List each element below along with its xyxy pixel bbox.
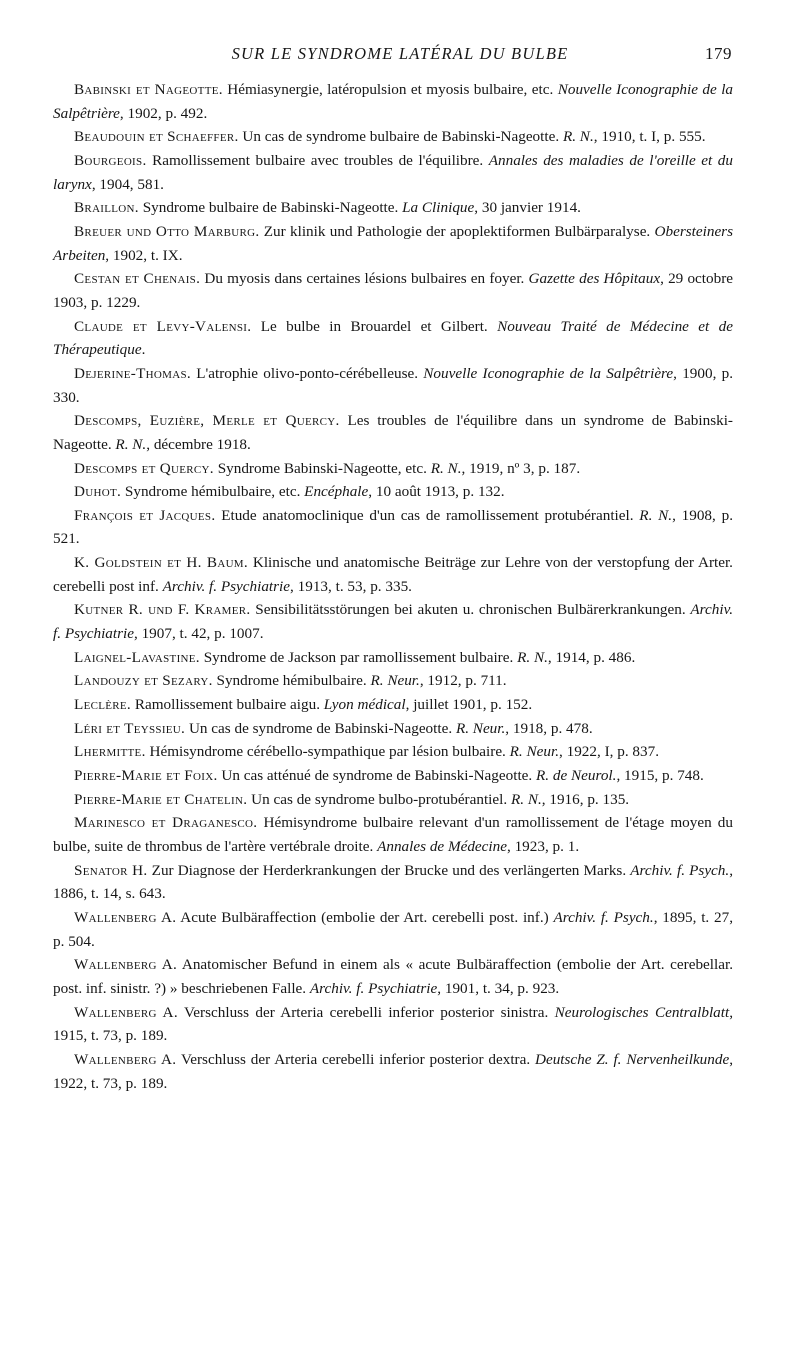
entry-details: , 1922, I, p. 837.	[559, 743, 659, 761]
entry-source: Encéphale	[304, 483, 369, 501]
bibliography-entry	[53, 598, 733, 645]
bibliography-entry	[53, 646, 733, 670]
entry-authors: Lhermitte.	[74, 743, 146, 761]
entry-title: Acute Bulbäraffection (embolie der Art. cerebelli post. inf.)	[176, 908, 554, 926]
entry-source: R. N.	[639, 506, 673, 524]
entry-authors: Marinesco et Draganesco.	[74, 814, 258, 832]
entry-source: Archiv. f. Psychiatrie	[162, 577, 291, 595]
entry-title: Un cas atténué de syndrome de Babinski-Nageotte.	[217, 767, 536, 785]
entry-details: , juillet 1901, p. 152.	[405, 696, 533, 714]
bibliography-entry	[53, 315, 733, 362]
bibliography-entry	[53, 740, 733, 764]
entry-details: , 1907, t. 42, p. 1007.	[133, 625, 264, 643]
entry-source: Obersteiners Arbeiten	[53, 222, 734, 264]
bibliography-entry	[53, 196, 733, 220]
entry-source: R. N.	[430, 459, 462, 477]
entry-authors: Beaudouin et Schaeffer.	[74, 128, 239, 146]
entry-title: Verschluss der Arteria cerebelli inferior posterior sinistra.	[177, 1003, 555, 1021]
bibliography-entry	[53, 693, 733, 717]
entry-title: Zur Diagnose der Herderkrankungen der Brucke und des verlängerten Marks.	[147, 861, 631, 879]
entry-authors: Bourgeois.	[74, 151, 147, 169]
entry-source: R. N.	[115, 435, 147, 453]
entry-source: Archiv. f. Psychiatrie	[309, 979, 438, 997]
entry-authors: Dejerine-Thomas.	[74, 364, 192, 382]
bibliography-entry	[53, 953, 733, 1000]
entry-authors: Claude et Levy-Valensi.	[74, 317, 252, 335]
entry-details: , 1886, t. 14, s. 643.	[53, 861, 733, 903]
entry-details: , 1922, t. 73, p. 189.	[53, 1050, 734, 1092]
entry-source: R. Neur.	[455, 719, 506, 737]
entry-authors: Wallenberg A.	[74, 1003, 178, 1021]
entry-details: , 1908, p. 521.	[53, 506, 733, 548]
bibliography-entry	[53, 669, 733, 693]
bibliography-entry	[53, 1048, 733, 1095]
entry-source: Lyon médical	[323, 696, 406, 714]
entry-title: Hémisyndrome bulbaire relevant d'un ramollissement de l'étage moyen du bulbe, suite de thrombus de l'artère vertébrale droite.	[53, 814, 733, 855]
entry-details: , 1902, p. 492.	[119, 104, 208, 122]
entry-title: Ramollissement bulbaire avec troubles de l'équilibre.	[146, 151, 489, 169]
entry-title: Sensibilitätsstörungen bei akuten u. chronischen Bulbärerkrankungen.	[250, 601, 691, 619]
entry-title: Du myosis dans certaines lésions bulbaires en foyer.	[200, 270, 529, 288]
entry-title: Zur klinik und Pathologie der apoplektiformen Bulbärparalyse.	[259, 222, 655, 240]
entry-title: Un cas de syndrome bulbo-protubérantiel.	[247, 790, 511, 808]
entry-authors: Léri et Teyssieu.	[74, 719, 186, 737]
entry-authors: Duhot.	[74, 483, 122, 501]
entry-details: , 1919, nº 3, p. 187.	[461, 459, 581, 477]
entry-title: Le bulbe in Brouardel et Gilbert.	[251, 317, 498, 335]
bibliography-entry	[53, 788, 733, 812]
bibliography-entry	[53, 409, 733, 456]
entry-source: Neurologisches Centralblatt	[554, 1003, 730, 1021]
entry-source: Nouvelle Iconographie de la Salpêtrière	[53, 81, 734, 122]
entry-details: , 1895, t. 27, p. 504.	[53, 908, 733, 950]
entry-details: , 1910, t. I, p. 555.	[593, 128, 706, 146]
entry-source: Archiv. f. Psychiatrie	[53, 601, 733, 643]
entry-source: R. N.	[562, 128, 594, 146]
entry-details: , 29 octobre 1903, p. 1229.	[53, 270, 733, 311]
entry-source: Annales de Médecine	[377, 838, 507, 855]
entry-source: Nouvelle Iconographie de la Salpêtrière	[423, 364, 674, 382]
entry-title: Syndrome bulbaire de Babinski-Nageotte.	[138, 199, 403, 217]
entry-authors: Descomps, Euzière, Merle et Quercy.	[74, 412, 340, 430]
entry-details: , 1918, p. 478.	[505, 719, 593, 737]
bibliography-entry	[53, 480, 733, 504]
entry-details: , 1923, p. 1.	[506, 838, 580, 855]
bibliography-entry	[53, 78, 733, 125]
entry-title: Syndrome de Jackson par ramollissement bulbaire.	[199, 648, 518, 666]
entry-title: Hémiasynergie, latéropulsion et myosis bulbaire, etc.	[222, 81, 558, 98]
bibliography-entry	[53, 149, 733, 196]
entry-authors: Pierre-Marie et Foix.	[74, 767, 218, 785]
entry-title: Hémisyndrome cérébello-sympathique par lésion bulbaire.	[145, 743, 510, 761]
entry-details: , 1915, t. 73, p. 189.	[53, 1003, 733, 1045]
entry-authors: Wallenberg A.	[74, 956, 178, 974]
entry-title: Etude anatomoclinique d'un cas de ramollissement protubérantiel.	[215, 506, 640, 524]
bibliography-entry	[53, 362, 733, 409]
entry-source: La Clinique	[402, 199, 475, 217]
entry-authors: Wallenberg A.	[74, 1050, 177, 1068]
entry-details: , 1902, t. IX.	[105, 246, 183, 264]
entry-details: , décembre 1918.	[146, 435, 251, 453]
entry-source: R. N.	[510, 790, 542, 808]
running-title: SUR LE SYNDROME LATÉRAL DU BULBE	[231, 44, 569, 63]
entry-authors: Kutner R. und F. Kramer.	[74, 601, 251, 619]
entry-details: , 1916, p. 135.	[541, 790, 630, 808]
entry-title: L'atrophie olivo-ponto-cérébelleuse.	[191, 364, 424, 382]
entry-title: Un cas de syndrome de Babinski-Nageotte.	[185, 719, 456, 737]
entry-authors: Laignel-Lavastine.	[74, 648, 200, 666]
bibliography-entry	[53, 764, 733, 788]
entry-title: Syndrome hémibulbaire, etc.	[121, 483, 305, 501]
entry-details: , 10 août 1913, p. 132.	[368, 483, 505, 501]
bibliography-entry	[53, 717, 733, 741]
entry-authors: Pierre-Marie et Chatelin.	[74, 790, 248, 808]
page-number: 179	[705, 44, 732, 63]
entry-source: Gazette des Hôpitaux	[528, 270, 661, 288]
bibliography-list	[53, 78, 733, 1095]
bibliography-entry	[53, 125, 733, 149]
entry-authors: Landouzy et Sezary.	[74, 672, 213, 690]
bibliography-entry	[53, 811, 733, 858]
entry-details: , 1900, p. 330.	[53, 364, 734, 406]
entry-source: Deutsche Z. f. Nervenheilkunde	[535, 1050, 730, 1068]
entry-authors: Wallenberg A.	[74, 908, 177, 926]
entry-title: Ramollissement bulbaire aigu.	[131, 696, 324, 714]
entry-authors: Babinski et Nageotte.	[74, 81, 223, 98]
entry-authors: Leclère.	[74, 696, 132, 714]
entry-source: R. Neur.	[509, 743, 560, 761]
bibliography-entry	[53, 551, 733, 598]
entry-details: , 1912, p. 711.	[419, 672, 507, 690]
bibliography-entry	[53, 1001, 733, 1048]
entry-authors: François et Jacques.	[74, 506, 216, 524]
entry-details: , 1915, p. 748.	[616, 767, 704, 785]
entry-source: Nouveau Traité de Médecine et de Thérapeutique	[53, 317, 733, 359]
entry-title: Anatomischer Befund in einem als « acute Bulbäraffection (embolie der Art. cerebellar. post. inf. sinistr. ?) » beschriebenen Falle.	[53, 956, 733, 997]
bibliography-entry	[53, 267, 733, 314]
bibliography-entry	[53, 220, 733, 267]
entry-details: , 30 janvier 1914.	[474, 199, 581, 217]
bibliography-entry	[53, 457, 733, 481]
entry-authors: Breuer und Otto Marburg.	[74, 222, 260, 240]
entry-source: R. N.	[517, 648, 548, 666]
entry-authors: K. Goldstein et H. Baum.	[74, 554, 248, 572]
entry-title: Klinische und anatomische Beiträge zur Lehre von der verstopfung der Arter. cerebelli post inf.	[53, 554, 733, 595]
entry-details: , 1904, 581.	[91, 175, 164, 193]
bibliography-entry	[53, 906, 733, 953]
entry-details: , 1914, p. 486.	[547, 648, 636, 666]
entry-authors: Braillon.	[74, 199, 139, 217]
bibliography-entry	[53, 859, 733, 906]
entry-title: Syndrome Babinski-Nageotte, etc.	[213, 459, 431, 477]
entry-details: , 1901, t. 34, p. 923.	[437, 979, 560, 997]
entry-authors: Cestan et Chenais.	[74, 270, 201, 288]
entry-title: Syndrome hémibulbaire.	[212, 672, 371, 690]
entry-title: Les troubles de l'équilibre dans un syndrome de Babinski-Nageotte.	[53, 412, 733, 453]
entry-source: R. de Neurol.	[536, 767, 617, 785]
entry-source: R. Neur.	[370, 672, 420, 690]
entry-authors: Descomps et Quercy.	[74, 459, 214, 477]
bibliography-entry	[53, 504, 733, 551]
entry-authors: Senator H.	[74, 861, 148, 879]
entry-details: .	[141, 341, 146, 359]
entry-source: Archiv. f. Psych.	[630, 861, 730, 879]
entry-title: Verschluss der Arteria cerebelli inferior posterior dextra.	[176, 1050, 535, 1068]
entry-title: Un cas de syndrome bulbaire de Babinski-Nageotte.	[238, 128, 563, 146]
entry-details: , 1913, t. 53, p. 335.	[290, 577, 412, 595]
page-header	[0, 44, 800, 72]
entry-source: Archiv. f. Psych.	[553, 908, 654, 926]
entry-source: Annales des maladies de l'oreille et du larynx	[53, 151, 733, 193]
